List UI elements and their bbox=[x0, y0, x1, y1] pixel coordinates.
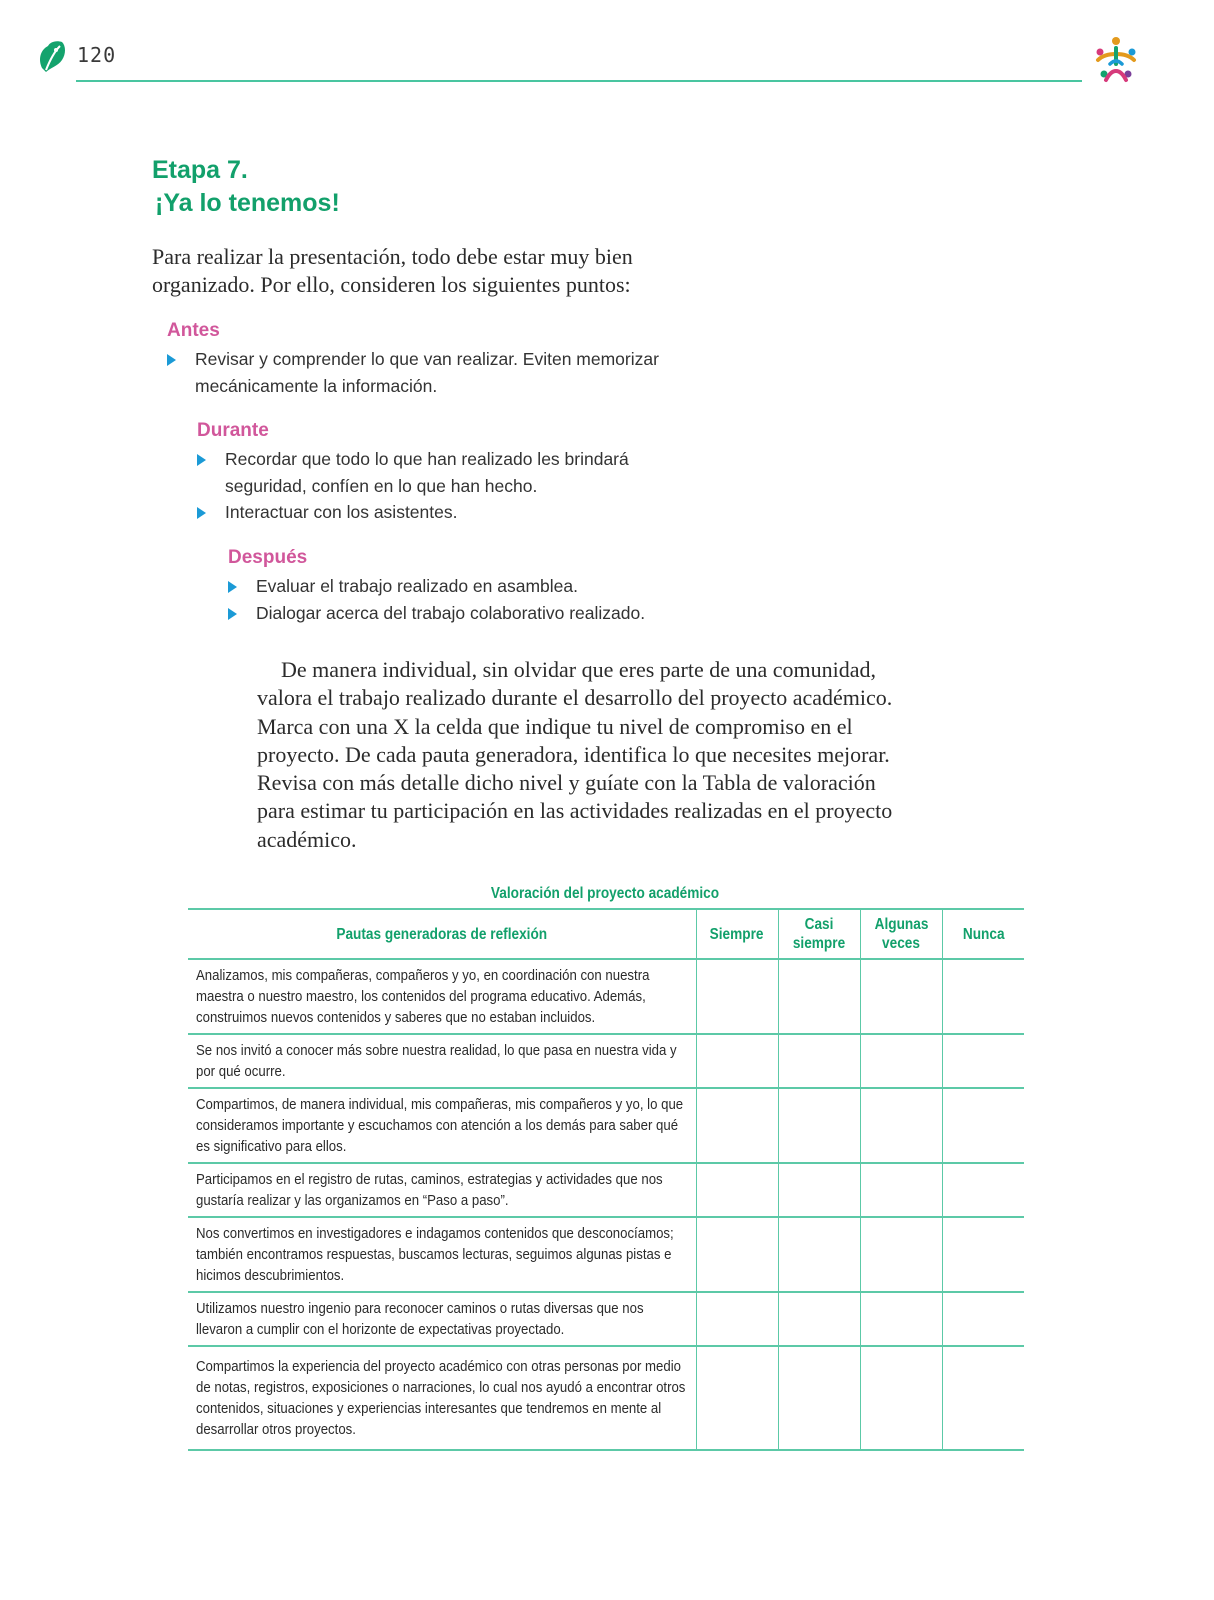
rating-cell-algunas-veces[interactable] bbox=[860, 959, 942, 1034]
rating-cell-algunas-veces[interactable] bbox=[860, 1163, 942, 1217]
page-number: 120 bbox=[77, 43, 117, 67]
rating-cell-siempre[interactable] bbox=[696, 1034, 778, 1088]
criteria-cell: Analizamos, mis compañeras, compañeros y yo, en coordinación con nuestra maestra o nuestro maestro, los contenidos del programa educativo. Además, construimos nuevos contenidos y saberes que no estaban incluidos. bbox=[188, 959, 696, 1034]
rating-cell-casi-siempre[interactable] bbox=[778, 1034, 860, 1088]
rating-cell-nunca[interactable] bbox=[942, 959, 1024, 1034]
rating-cell-casi-siempre[interactable] bbox=[778, 1088, 860, 1163]
rating-cell-siempre[interactable] bbox=[696, 1217, 778, 1292]
rating-cell-algunas-veces[interactable] bbox=[860, 1292, 942, 1346]
phase-heading-antes: Antes bbox=[167, 320, 220, 341]
rating-cell-nunca[interactable] bbox=[942, 1217, 1024, 1292]
list-item bbox=[256, 600, 696, 627]
bullet-arrow-icon bbox=[228, 608, 237, 620]
bullet-arrow-icon bbox=[197, 507, 206, 519]
table-row bbox=[188, 1034, 1024, 1088]
criteria-cell: Utilizamos nuestro ingenio para reconocer caminos o rutas diversas que nos llevaron a cumplir con el horizonte de expectativas proyectado. bbox=[188, 1292, 696, 1346]
table-title: Valoración del proyecto académico bbox=[490, 885, 720, 902]
bullet-arrow-icon bbox=[228, 581, 237, 593]
list-item bbox=[225, 446, 665, 500]
community-emblem-icon bbox=[1090, 34, 1142, 86]
rating-cell-casi-siempre[interactable] bbox=[778, 1217, 860, 1292]
rating-cell-nunca[interactable] bbox=[942, 1034, 1024, 1088]
criteria-cell: Compartimos la experiencia del proyecto académico con otras personas por medio de notas, registros, exposiciones o narraciones, lo cual nos ayudó a encontrar otros contenidos, situaciones y experiencias interesantes que tendremos en mente al desarrollar otros proyectos. bbox=[188, 1346, 696, 1450]
table-row bbox=[188, 1346, 1024, 1450]
rating-cell-algunas-veces[interactable] bbox=[860, 1088, 942, 1163]
list-item-text: Recordar que todo lo que han realizado les brindará seguridad, confíen en lo que han hecho. bbox=[225, 449, 629, 496]
list-item bbox=[225, 499, 665, 526]
list-item bbox=[195, 346, 695, 400]
rating-cell-nunca[interactable] bbox=[942, 1346, 1024, 1450]
rating-cell-siempre[interactable] bbox=[696, 959, 778, 1034]
list-item bbox=[256, 573, 696, 600]
rating-cell-algunas-veces[interactable] bbox=[860, 1034, 942, 1088]
table-row bbox=[188, 959, 1024, 1034]
leaf-logo-icon bbox=[36, 38, 68, 74]
rating-cell-siempre[interactable] bbox=[696, 1346, 778, 1450]
rating-cell-siempre[interactable] bbox=[696, 1088, 778, 1163]
table-row bbox=[188, 1163, 1024, 1217]
intro-paragraph: Para realizar la presentación, todo debe estar muy bien organizado. Por ello, consideren los siguientes puntos: bbox=[152, 244, 633, 297]
rating-cell-casi-siempre[interactable] bbox=[778, 1163, 860, 1217]
rating-cell-algunas-veces[interactable] bbox=[860, 1217, 942, 1292]
table-header-row bbox=[188, 909, 1024, 959]
rating-cell-nunca[interactable] bbox=[942, 1163, 1024, 1217]
rating-cell-siempre[interactable] bbox=[696, 1292, 778, 1346]
bullet-arrow-icon bbox=[197, 454, 206, 466]
column-header-nunca: Nunca bbox=[942, 909, 1024, 959]
list-item-text: Dialogar acerca del trabajo colaborativo realizado. bbox=[256, 603, 646, 623]
table-row bbox=[188, 1088, 1024, 1163]
criteria-cell: Compartimos, de manera individual, mis compañeras, mis compañeros y yo, lo que consideramos importante y escuchamos con atención a los demás para saber qué es significativo para ellos. bbox=[188, 1088, 696, 1163]
rating-cell-siempre[interactable] bbox=[696, 1163, 778, 1217]
assessment-table bbox=[188, 908, 1024, 1451]
phase-heading-durante: Durante bbox=[197, 420, 269, 441]
rating-cell-algunas-veces[interactable] bbox=[860, 1346, 942, 1450]
column-header-criteria: Pautas generadoras de reflexión bbox=[188, 909, 696, 959]
table-row bbox=[188, 1292, 1024, 1346]
rating-cell-casi-siempre[interactable] bbox=[778, 1346, 860, 1450]
rating-cell-casi-siempre[interactable] bbox=[778, 1292, 860, 1346]
rating-cell-nunca[interactable] bbox=[942, 1292, 1024, 1346]
phase-heading-despues: Después bbox=[228, 547, 308, 568]
criteria-cell: Participamos en el registro de rutas, caminos, estrategias y actividades que nos gustaría realizar y las organizamos en “Paso a paso”. bbox=[188, 1163, 696, 1217]
rating-cell-nunca[interactable] bbox=[942, 1088, 1024, 1163]
section-subtitle: ¡Ya lo tenemos! bbox=[155, 189, 340, 217]
criteria-cell: Se nos invitó a conocer más sobre nuestra realidad, lo que pasa en nuestra vida y por qué ocurre. bbox=[188, 1034, 696, 1088]
column-header-siempre: Siempre bbox=[696, 909, 778, 959]
list-item-text: Interactuar con los asistentes. bbox=[225, 502, 458, 522]
column-header-algunas-veces: Algunas veces bbox=[860, 909, 942, 959]
bullet-arrow-icon bbox=[167, 354, 176, 366]
section-title: Etapa 7. bbox=[152, 156, 248, 184]
list-item-text: Revisar y comprender lo que van realizar. Eviten memorizar mecánicamente la información. bbox=[195, 349, 659, 396]
column-header-casi-siempre: Casi siempre bbox=[778, 909, 860, 959]
rating-cell-casi-siempre[interactable] bbox=[778, 959, 860, 1034]
table-row bbox=[188, 1217, 1024, 1292]
header-rule bbox=[76, 80, 1082, 82]
instructions-paragraph: De manera individual, sin olvidar que eres parte de una comunidad, valora el trabajo realizado durante el desarrollo del proyecto académico. Marca con una X la celda que indique tu nivel de compromiso en el proyecto. De cada pauta generadora, identifica lo que necesites mejorar. Revisa con más detalle dicho nivel y guíate con la Tabla de valoración para estimar tu participación en las actividades realizadas en el proyecto académico. bbox=[257, 657, 893, 852]
list-item-text: Evaluar el trabajo realizado en asamblea. bbox=[256, 576, 578, 596]
criteria-cell: Nos convertimos en investigadores e indagamos contenidos que desconocíamos; también encontramos respuestas, buscamos lecturas, seguimos algunas pistas e hicimos descubrimientos. bbox=[188, 1217, 696, 1292]
